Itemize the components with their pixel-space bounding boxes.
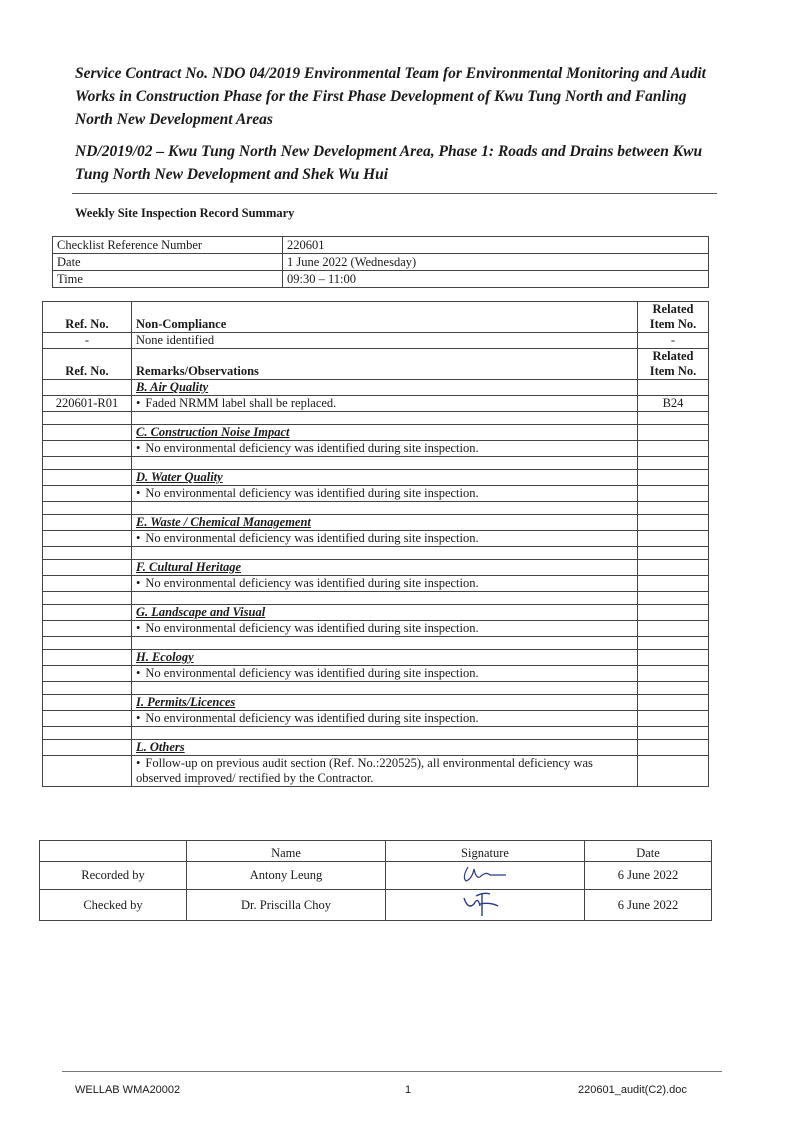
info-label: Time (53, 271, 283, 288)
section-title (132, 470, 638, 486)
remark-bullet-text: • No environmental deficiency was identified during site inspection. (136, 441, 479, 455)
remark-bullet-text: • No environmental deficiency was identified during site inspection. (136, 486, 479, 500)
record-subtitle: Weekly Site Inspection Record Summary (75, 206, 295, 220)
spacer-row (43, 592, 709, 605)
section-ref-blank (43, 470, 132, 486)
header-divider (72, 193, 717, 194)
info-label: Date (53, 254, 283, 271)
footer-filename: 220601_audit(C2).doc (578, 1084, 687, 1096)
spacer-cell (638, 412, 709, 425)
remark-ref (43, 621, 132, 637)
section-title (132, 515, 638, 531)
info-row (53, 254, 709, 271)
remark-row (43, 621, 709, 637)
info-value: 1 June 2022 (Wednesday) (283, 254, 709, 271)
spacer-cell (132, 637, 638, 650)
signoff-date: 6 June 2022 (585, 862, 712, 890)
remark-related-item (638, 711, 709, 727)
remark-bullet-text: • No environmental deficiency was identified during site inspection. (136, 576, 479, 590)
spacer-cell (132, 727, 638, 740)
remark-ref (43, 486, 132, 502)
ref-header: Ref. No. (43, 302, 132, 333)
section-ref-blank (43, 560, 132, 576)
signoff-header-date: Date (585, 841, 712, 862)
signoff-date: 6 June 2022 (585, 890, 712, 921)
spacer-row (43, 727, 709, 740)
spacer-cell (132, 502, 638, 515)
remark-text (132, 711, 638, 727)
noncompliance-header-row (43, 302, 709, 333)
spacer-cell (43, 502, 132, 515)
spacer-cell (132, 457, 638, 470)
section-ref-blank (43, 605, 132, 621)
remark-related-item (638, 621, 709, 637)
spacer-cell (43, 457, 132, 470)
section-title-row (43, 380, 709, 396)
section-item-blank (638, 425, 709, 441)
section-title-text: F. Cultural Heritage (136, 560, 242, 574)
section-item-blank (638, 515, 709, 531)
remark-ref (43, 576, 132, 592)
spacer-cell (132, 547, 638, 560)
section-title-text: B. Air Quality (136, 380, 209, 394)
signoff-role: Checked by (40, 890, 187, 921)
remark-bullet-text: • No environmental deficiency was identified during site inspection. (136, 621, 479, 635)
signoff-row-checked (40, 890, 712, 921)
document-header (75, 62, 715, 186)
spacer-row (43, 412, 709, 425)
remark-ref (43, 531, 132, 547)
remark-related-item: B24 (638, 396, 709, 412)
section-title (132, 695, 638, 711)
spacer-cell (43, 727, 132, 740)
spacer-cell (132, 592, 638, 605)
remark-row (43, 531, 709, 547)
section-title-row (43, 650, 709, 666)
section-title-row (43, 470, 709, 486)
spacer-cell (638, 727, 709, 740)
remark-bullet-text: • No environmental deficiency was identified during site inspection. (136, 711, 479, 725)
ref-header: Ref. No. (43, 349, 132, 380)
spacer-cell (132, 412, 638, 425)
spacer-cell (638, 637, 709, 650)
section-title (132, 605, 638, 621)
noncompliance-item: - (638, 333, 709, 349)
remark-ref: 220601-R01 (43, 396, 132, 412)
section-ref-blank (43, 425, 132, 441)
section-item-blank (638, 560, 709, 576)
section-title-text: C. Construction Noise Impact (136, 425, 290, 439)
project-title: ND/2019/02 – Kwu Tung North New Development Area, Phase 1: Roads and Drains between Kwu Tung North New Development and Shek Wu Hui (75, 143, 703, 183)
signature-image (386, 862, 585, 890)
remark-row (43, 711, 709, 727)
section-title-text: G. Landscape and Visual (136, 605, 266, 619)
section-title-row (43, 740, 709, 756)
spacer-row (43, 457, 709, 470)
signoff-table (39, 840, 712, 921)
remark-related-item (638, 531, 709, 547)
remark-bullet-text: • Faded NRMM label shall be replaced. (136, 396, 336, 410)
remark-row (43, 756, 709, 787)
section-ref-blank (43, 515, 132, 531)
remark-text (132, 576, 638, 592)
signoff-header-row (40, 841, 712, 862)
remark-text (132, 486, 638, 502)
noncompliance-ref: - (43, 333, 132, 349)
section-title-row (43, 515, 709, 531)
section-item-blank (638, 380, 709, 396)
signoff-name: Dr. Priscilla Choy (187, 890, 386, 921)
section-item-blank (638, 470, 709, 486)
spacer-cell (43, 547, 132, 560)
section-title-text: L. Others (136, 740, 185, 754)
remark-related-item (638, 441, 709, 457)
remark-row (43, 396, 709, 412)
signoff-name: Antony Leung (187, 862, 386, 890)
remark-bullet-text: • No environmental deficiency was identified during site inspection. (136, 666, 479, 680)
signature-icon (450, 863, 520, 885)
remark-row (43, 486, 709, 502)
spacer-cell (638, 457, 709, 470)
spacer-cell (638, 592, 709, 605)
remark-text (132, 531, 638, 547)
signature-image (386, 890, 585, 921)
related-item-header: Related Item No. (638, 302, 709, 333)
remark-related-item (638, 486, 709, 502)
remark-ref (43, 756, 132, 787)
spacer-cell (43, 682, 132, 695)
section-item-blank (638, 695, 709, 711)
remark-ref (43, 666, 132, 682)
remark-row (43, 576, 709, 592)
signoff-header-blank (40, 841, 187, 862)
spacer-cell (43, 412, 132, 425)
section-item-blank (638, 605, 709, 621)
section-title-text: I. Permits/Licences (136, 695, 236, 709)
section-item-blank (638, 650, 709, 666)
remark-row (43, 441, 709, 457)
section-ref-blank (43, 380, 132, 396)
contract-title: Service Contract No. NDO 04/2019 Environmental Team for Environmental Monitoring and Audit Works in Construction Phase for the First Phase Development of Kwu Tung North and Fanling North New Development Areas (75, 65, 706, 128)
remark-row (43, 666, 709, 682)
signoff-row-recorded (40, 862, 712, 890)
remark-related-item (638, 576, 709, 592)
info-value: 09:30 – 11:00 (283, 271, 709, 288)
page-number: 1 (405, 1084, 412, 1096)
remark-text (132, 756, 638, 787)
section-title-row (43, 425, 709, 441)
remark-text (132, 666, 638, 682)
remark-bullet-text: • No environmental deficiency was identified during site inspection. (136, 531, 479, 545)
remarks-header-row (43, 349, 709, 380)
section-title-row (43, 560, 709, 576)
noncompliance-row (43, 333, 709, 349)
spacer-cell (638, 547, 709, 560)
spacer-row (43, 637, 709, 650)
footer-divider (62, 1071, 722, 1072)
noncompliance-desc: None identified (132, 333, 638, 349)
spacer-cell (43, 637, 132, 650)
section-title (132, 740, 638, 756)
remark-related-item (638, 756, 709, 787)
remark-related-item (638, 666, 709, 682)
remarks-body (43, 380, 709, 787)
related-item-header: Related Item No. (638, 349, 709, 380)
spacer-cell (638, 682, 709, 695)
signoff-header-name: Name (187, 841, 386, 862)
section-title (132, 380, 638, 396)
remark-text (132, 441, 638, 457)
section-title-text: H. Ecology (136, 650, 194, 664)
section-title-row (43, 695, 709, 711)
spacer-row (43, 547, 709, 560)
remark-bullet-text: • Follow-up on previous audit section (Ref. No.:220525), all environmental deficiency was observed improved/ rectified by the Contractor. (136, 756, 593, 785)
remark-text (132, 396, 638, 412)
info-row (53, 237, 709, 254)
section-title (132, 650, 638, 666)
section-title (132, 425, 638, 441)
spacer-cell (638, 502, 709, 515)
remark-ref (43, 711, 132, 727)
section-ref-blank (43, 695, 132, 711)
signoff-role: Recorded by (40, 862, 187, 890)
spacer-row (43, 682, 709, 695)
signature-icon (450, 890, 520, 916)
section-title-text: E. Waste / Chemical Management (136, 515, 311, 529)
spacer-row (43, 502, 709, 515)
footer-left: WELLAB WMA20002 (75, 1084, 181, 1096)
noncompliance-header: Non-Compliance (132, 302, 638, 333)
remark-text (132, 621, 638, 637)
section-title-text: D. Water Quality (136, 470, 223, 484)
section-title (132, 560, 638, 576)
checklist-info-table (52, 236, 709, 288)
section-title-row (43, 605, 709, 621)
info-value: 220601 (283, 237, 709, 254)
info-row (53, 271, 709, 288)
inspection-table (42, 301, 709, 787)
remark-ref (43, 441, 132, 457)
section-ref-blank (43, 740, 132, 756)
section-item-blank (638, 740, 709, 756)
info-label: Checklist Reference Number (53, 237, 283, 254)
signoff-header-signature: Signature (386, 841, 585, 862)
section-ref-blank (43, 650, 132, 666)
remarks-header: Remarks/Observations (132, 349, 638, 380)
spacer-cell (132, 682, 638, 695)
spacer-cell (43, 592, 132, 605)
